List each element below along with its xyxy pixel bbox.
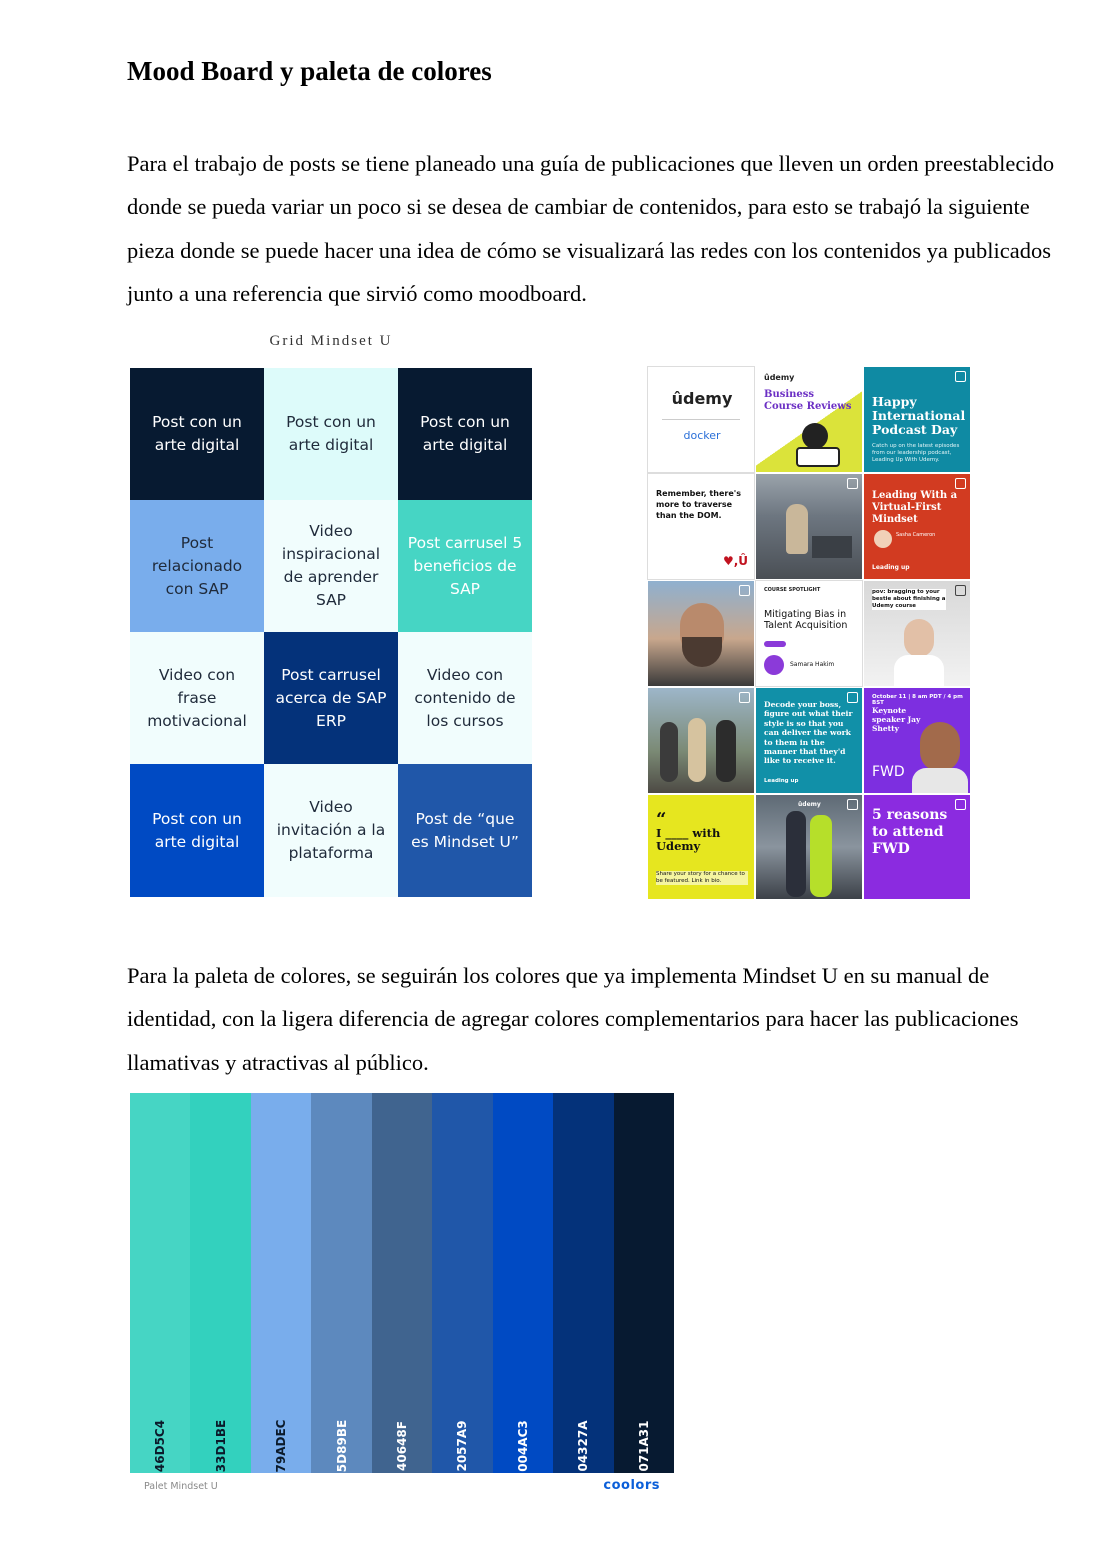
color-swatch — [372, 1093, 432, 1473]
grid-cell: Video inspiracional de aprender SAP — [264, 500, 398, 632]
tile-text: pov: bragging to your bestie about finishing a Udemy course — [872, 589, 946, 609]
color-swatch — [311, 1093, 371, 1473]
tile-title: Keynote speaker Jay Shetty — [872, 706, 921, 733]
tile-subtitle: Share your story for a chance to be featured. Link in bio. — [656, 871, 748, 885]
moodboard-tile-keynote — [863, 687, 971, 794]
swatch-hex-label: 79ADEC — [274, 1419, 289, 1473]
palette-paragraph: Para la paleta de colores, se seguirán los colores que ya implementa Mindset U en su manual de identidad, con la ligera diferencia de agregar colores complementarios para hacer las publicaciones llamativas y atractivas al público. — [127, 963, 1019, 1075]
palette-footer — [130, 1473, 674, 1501]
grid-cell: Post con un arte digital — [264, 368, 398, 500]
swatch-hex-label: 5D89BE — [334, 1419, 349, 1473]
palette-name: Palet Mindset U — [144, 1481, 218, 1492]
color-swatch — [130, 1093, 190, 1473]
grid-cell: Post carrusel acerca de SAP ERP — [264, 632, 398, 764]
moodboard-tile-portrait-man — [647, 580, 755, 687]
coolors-logo: coolors — [603, 1478, 660, 1493]
swatch-hex-label: 40648F — [394, 1421, 409, 1471]
tile-title: Business Course Reviews — [764, 389, 852, 412]
grid-caption: Grid Mindset U — [269, 333, 393, 349]
fwd-brand: FWD — [872, 764, 905, 780]
moodboard-reference — [647, 366, 971, 900]
color-swatch — [553, 1093, 613, 1473]
moodboard-tile-office-photo — [755, 473, 863, 580]
udemy-brand: ûdemy — [798, 801, 821, 808]
heart-u-sign: ♥,Û — [722, 554, 748, 568]
content-grid — [130, 368, 532, 897]
tile-subtitle: Catch up on the latest episodes from our leadership podcast, Leading Up With Udemy. — [872, 443, 960, 463]
page-title: Mood Board y paleta de colores — [127, 56, 492, 86]
moodboard-tile-dom — [647, 473, 755, 580]
tile-title: Mitigating Bias in Talent Acquisition — [764, 609, 848, 631]
tile-footer: Leading up — [764, 778, 799, 784]
color-palette — [130, 1093, 674, 1473]
docker-logo: docker — [683, 429, 721, 442]
grid-cell: Video con contenido de los cursos — [398, 632, 532, 764]
grid-cell: Post de “que es Mindset U” — [398, 764, 532, 897]
tile-title: 5 reasons to attend FWD — [872, 807, 948, 857]
reel-icon — [739, 585, 750, 596]
color-swatch — [190, 1093, 250, 1473]
reel-icon — [955, 585, 966, 596]
swatch-hex-label: 071A31 — [636, 1420, 651, 1472]
swatch-hex-label: 33D1BE — [213, 1419, 228, 1473]
moodboard-tile-i-with-udemy: “ I ____ with Udemy Share your story for a chance to be featured. Link in bio. — [647, 794, 755, 900]
tile-label: COURSE SPOTLIGHT — [764, 587, 821, 593]
event-date: October 11 | 8 am PDT / 4 pm BST — [872, 694, 963, 706]
grid-cell: Post con un arte digital — [398, 368, 532, 500]
color-swatch — [493, 1093, 553, 1473]
moodboard-tile-decode-quote — [755, 687, 863, 794]
color-swatch — [614, 1093, 674, 1473]
udemy-brand: ûdemy — [764, 373, 795, 382]
grid-cell: Post con un arte digital — [130, 368, 264, 500]
grid-cell: Post con un arte digital — [130, 764, 264, 897]
tile-footer: Leading up — [872, 564, 910, 571]
intro-paragraph: Para el trabajo de posts se tiene planeado una guía de publicaciones que lleven un orden preestablecido donde se pueda variar un poco si se desea de cambiar de contenidos, para esto se trabajó la siguiente pieza donde se puede hacer una idea de cómo se visualizará las redes con los contenidos ya publicados junto a una referencia que sirvió como moodboard. — [127, 151, 1055, 306]
moodboard-tile-podcast-day — [863, 366, 971, 473]
moodboard-tile-event-photo — [755, 794, 863, 900]
moodboard-tile-business-reviews — [755, 366, 863, 473]
color-swatch — [251, 1093, 311, 1473]
reel-icon — [955, 478, 966, 489]
swatch-hex-label: 04327A — [576, 1420, 591, 1472]
udemy-logo: ûdemy — [671, 389, 733, 408]
instructor-name: Samara Hakim — [790, 661, 835, 668]
color-swatch — [432, 1093, 492, 1473]
grid-cell: Video con frase motivacional — [130, 632, 264, 764]
moodboard-tile-group-photo — [647, 687, 755, 794]
tile-quote: Decode your boss, figure out what their style is so that you can deliver the work to them in the manner that they'd like to receive it. — [764, 700, 853, 766]
moodboard-tile-udemy-docker — [647, 366, 755, 473]
reel-icon — [955, 371, 966, 382]
swatch-hex-label: 46D5C4 — [153, 1419, 168, 1473]
grid-cell: Video invitación a la plataforma — [264, 764, 398, 897]
swatch-hex-label: 2057A9 — [455, 1420, 470, 1472]
tile-title: Leading With a Virtual-First Mindset — [872, 490, 958, 525]
moodboard-tile-virtual-first — [863, 473, 971, 580]
grid-cell: Post relacionado con SAP — [130, 500, 264, 632]
moodboard-tile-course-spotlight — [755, 580, 863, 687]
reel-icon — [739, 692, 750, 703]
tile-text: Remember, there's more to traverse than the DOM. — [656, 489, 741, 520]
moodboard-tile-5-reasons — [863, 794, 971, 900]
swatch-hex-label: 004AC3 — [515, 1420, 530, 1472]
grid-cell: Post carrusel 5 beneficios de SAP — [398, 500, 532, 632]
moodboard-tile-pov — [863, 580, 971, 687]
tile-title: Happy International Podcast Day — [872, 394, 966, 437]
tile-title: I ____ with Udemy — [656, 826, 721, 853]
reel-icon — [847, 478, 858, 489]
speaker-name: Sasha Cameron — [896, 532, 936, 538]
